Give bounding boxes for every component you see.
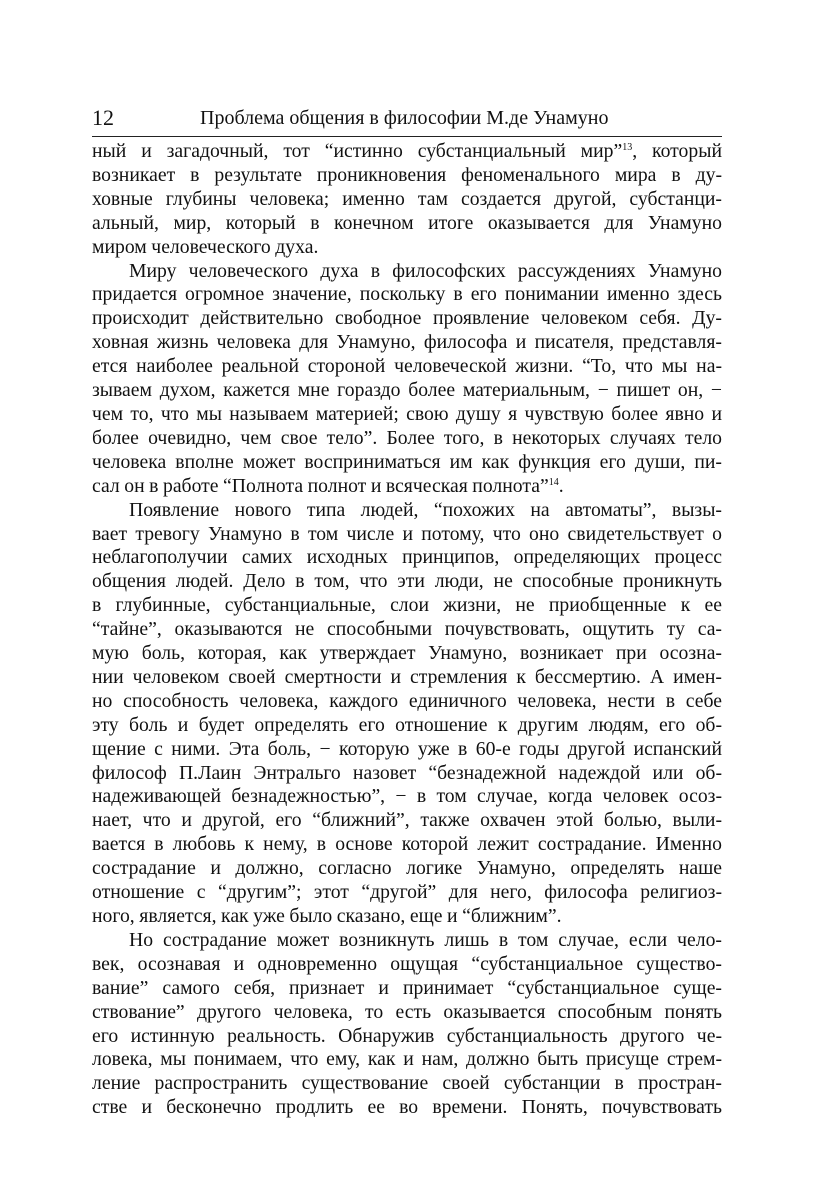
text-line: Появление нового типа людей, “похожих на автоматы”, вызы-	[129, 498, 722, 521]
text-line: чем то, что мы называем материей; свою душу я чувствую более явно и	[92, 402, 722, 425]
footnote-ref: 13	[622, 142, 633, 153]
text-line: Миру человеческого духа в философских рассуждениях Унамуно	[129, 259, 722, 282]
text-line: “тайне”, оказываются не способными почувствовать, ощутить ту са-	[92, 618, 722, 641]
text-line: отношение с “другим”; этот “другой” для него, философа религиоз-	[92, 881, 722, 904]
text-line: ховные глубины человека; именно там создается другой, субстанци-	[92, 187, 722, 210]
text-line: стве и бесконечно продлить ее во времени. Понять, почувствовать	[92, 1096, 722, 1119]
running-title: Проблема общения в философии М.де Унамуно	[200, 107, 609, 129]
page-header	[92, 104, 722, 137]
text-line: более очевидно, чем свое тело”. Более того, в некоторых случаях тело	[92, 426, 722, 449]
text-line: вает тревогу Унамуно в том числе и потому, что оно свидетельствует о	[92, 522, 722, 545]
text-line: в глубинные, субстанциальные, слои жизни, не приобщенные к ее	[92, 594, 722, 617]
body-text	[92, 140, 722, 1120]
text-line: вание” самого себя, признает и принимает “субстанциальное суще-	[92, 976, 722, 999]
text-line: философ П.Лаин Энтральго назовет “безнадежной надеждой или об-	[92, 761, 722, 784]
text-line: нии человеком своей смертности и стремления к бессмертию. А имен-	[92, 665, 722, 688]
page-number: 12	[92, 105, 114, 130]
text-line: происходит действительно свободное проявление человеком себя. Ду-	[92, 307, 722, 330]
text-line: надеживающей безнадежностью”, − в том случае, когда человек осоз-	[92, 785, 722, 808]
text-line: Но сострадание может возникнуть лишь в том случае, если чело-	[129, 928, 722, 951]
text-line: мую боль, которая, как утверждает Унамуно, возникает при осозна-	[92, 642, 722, 665]
text-line: век, осознавая и одновременно ощущая “субстанциальное существо-	[92, 952, 722, 975]
paragraph-4	[92, 929, 722, 1120]
text-line: ховная жизнь человека для Унамуно, философа и писателя, представля-	[92, 331, 722, 354]
text-line: эту боль и будет определять его отношение к другим людям, его об-	[92, 713, 722, 736]
text-line: общения людей. Дело в том, что эти люди, не способные проникнуть	[92, 570, 722, 593]
text-line: щение с ними. Эта боль, − которую уже в 60-е годы другой испанский	[92, 737, 722, 760]
text-line: его истинную реальность. Обнаружив субстанциальность другого че-	[92, 1024, 722, 1047]
text-line: ление распространить существование своей субстанции в простран-	[92, 1072, 722, 1095]
text-line: сал он в работе “Полнота полнот и всяческая полнота”$^{14}$.	[92, 474, 564, 497]
text-line: нает, что и другой, его “ближний”, также охвачен этой болью, выли-	[92, 809, 722, 832]
paragraph-1	[92, 140, 722, 260]
text-line: альный, мир, который в конечном итоге оказывается для Унамуно	[92, 211, 722, 234]
text-line: ствование” другого человека, то есть оказывается способным понять	[92, 1000, 722, 1023]
text-line: неблагополучии самих исходных принципов, определяющих процесс	[92, 546, 722, 569]
text-line: ный и загадочный, тот “истинно субстанциальный мир”$^{13}$, который	[92, 140, 722, 162]
text-line: ного, является, как уже было сказано, еще и “ближним”.	[92, 905, 562, 927]
paragraph-3	[92, 499, 722, 929]
text-line: человека вполне может восприниматься им как функция его души, пи-	[92, 450, 722, 473]
footnote-ref: 14	[548, 476, 559, 488]
text-line: ловека, мы понимаем, что ему, как и нам, должно быть присуще стрем-	[92, 1048, 722, 1071]
text-line: сострадание и должно, согласно логике Унамуно, определять наше	[92, 857, 722, 880]
text-line: миром человеческого духа.	[92, 235, 319, 258]
text-line: ется наиболее реальной стороной человеческой жизни. “То, что мы на-	[92, 355, 722, 378]
text-line: зываем духом, кажется мне гораздо более материальным, − пишет он, −	[92, 379, 722, 402]
text-line: возникает в результате проникновения феноменального мира в ду-	[92, 163, 722, 186]
text-line: но способность человека, каждого единичного человека, нести в себе	[92, 689, 722, 712]
text-line: придается огромное значение, поскольку в его понимании именно здесь	[92, 283, 722, 306]
text-line: вается в любовь к нему, в основе которой лежит сострадание. Именно	[92, 833, 722, 856]
paragraph-2	[92, 260, 722, 499]
